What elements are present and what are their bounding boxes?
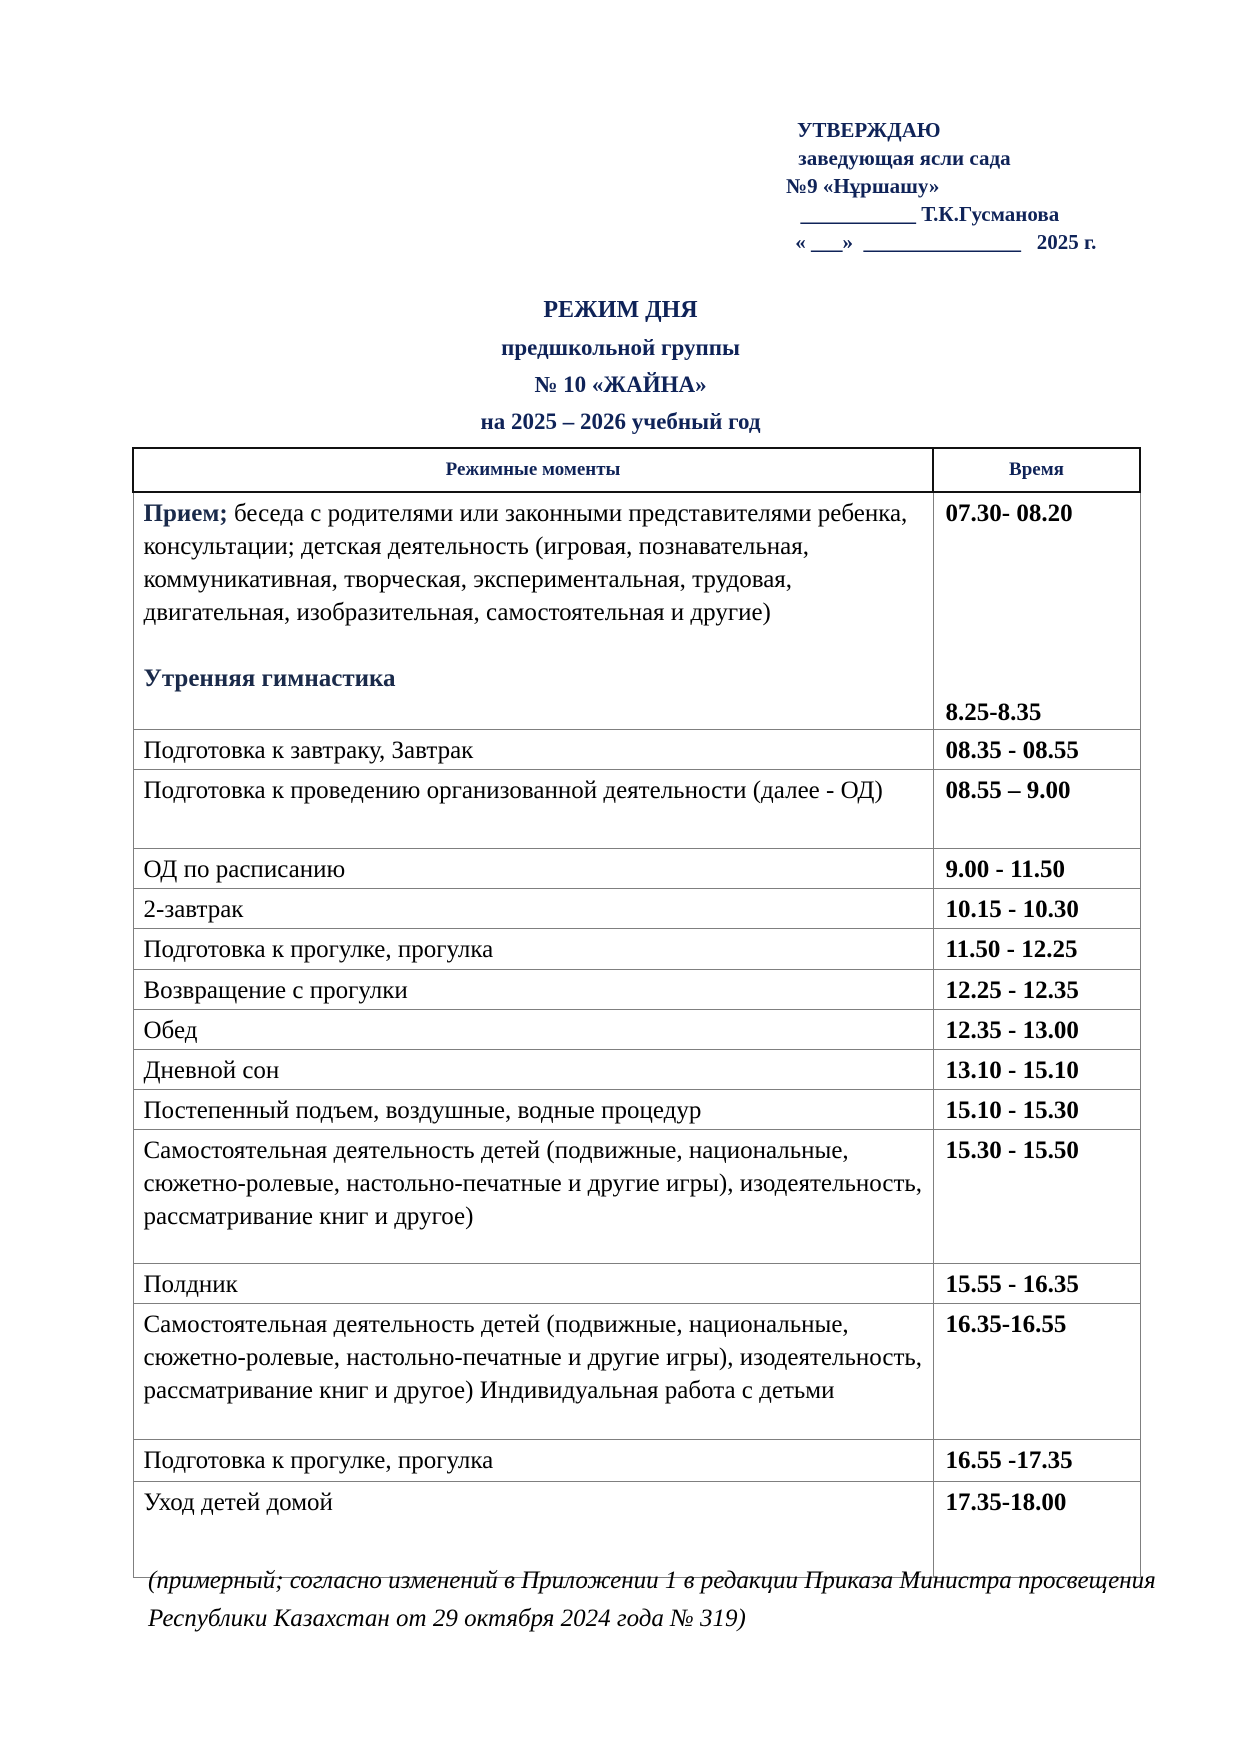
moment-cell: Подготовка к проведению организованной деятельности (далее - ОД) [133, 769, 933, 848]
approval-date-line: « ___» _______________ 2025 г. [790, 230, 1097, 254]
time-cell: 08.55 – 9.00 [933, 769, 1140, 848]
approval-signature-line: ___________ Т.К.Гусманова [790, 202, 1060, 226]
table-row [133, 1049, 1140, 1089]
table-row [133, 969, 1140, 1009]
moment-cell [133, 492, 933, 729]
time-cell: 11.50 - 12.25 [933, 928, 1140, 969]
time-cell: 15.10 - 15.30 [933, 1089, 1140, 1129]
table-row [133, 729, 1140, 769]
moment-cell: Возвращение с прогулки [133, 969, 933, 1009]
moment-cell: Обед [133, 1009, 933, 1049]
time-value: 07.30- 08.20 [945, 500, 1073, 527]
table-row [133, 1263, 1140, 1303]
moment-cell: Подготовка к завтраку, Завтрак [133, 729, 933, 769]
time-cell: 08.35 - 08.55 [933, 729, 1140, 769]
table-row [133, 769, 1140, 848]
table-row [133, 928, 1140, 969]
time-cell: 16.35-16.55 [933, 1303, 1140, 1439]
time-cell: 9.00 - 11.50 [933, 848, 1140, 888]
table-row [133, 1303, 1140, 1439]
moment-cell: 2-завтрак [133, 888, 933, 928]
table-row [133, 1129, 1140, 1263]
group-name-subtitle: № 10 «ЖАЙНА» [534, 372, 707, 397]
time-cell: 16.55 -17.35 [933, 1439, 1140, 1481]
moment-cell: Самостоятельная деятельность детей (подвижные, национальные, сюжетно-ролевые, настольно-печатные и другие игры), изодеятельность, рассматривание книг и другое) Индивидуальная работа с детьми [133, 1303, 933, 1439]
time-cell: 17.35-18.00 [933, 1481, 1140, 1577]
table-row [133, 1089, 1140, 1129]
table-row [133, 848, 1140, 888]
time-cell: 10.15 - 10.30 [933, 888, 1140, 928]
header-moments: Режимные моменты [133, 448, 933, 492]
approval-institution: №9 «Нұршашу» [786, 174, 940, 198]
approval-heading: УТВЕРЖДАЮ [797, 118, 941, 142]
header-time: Время [933, 448, 1140, 492]
document-title-block [0, 292, 1241, 440]
table-row [133, 1009, 1140, 1049]
table-row [133, 492, 1140, 729]
table-header-row [133, 448, 1140, 492]
group-type-subtitle: предшкольной группы [501, 335, 740, 360]
time-cell [933, 492, 1140, 729]
moment-cell: Подготовка к прогулке, прогулка [133, 928, 933, 969]
page-title: РЕЖИМ ДНЯ [543, 297, 698, 323]
moment-cell: ОД по расписанию [133, 848, 933, 888]
moment-cell: Дневной сон [133, 1049, 933, 1089]
table-row [133, 1439, 1140, 1481]
footnote-regulation-reference: (примерный; согласно изменений в Приложении 1 в редакции Приказа Министра просвещения Республики Казахстан от 29 октября 2024 года № 319) [148, 1567, 1156, 1632]
time-cell: 12.35 - 13.00 [933, 1009, 1140, 1049]
moment-cell: Самостоятельная деятельность детей (подвижные, национальные, сюжетно-ролевые, настольно-печатные и другие игры), изодеятельность, рассматривание книг и другое) [133, 1129, 933, 1263]
time-cell: 15.30 - 15.50 [933, 1129, 1140, 1263]
academic-year-subtitle: на 2025 – 2026 учебный год [480, 409, 761, 434]
reception-description: беседа с родителями или законными представителями ребенка, консультации; детская деятельность (игровая, познавательная, коммуникативная, творческая, экспериментальная, трудовая, двигательная, изобразительная, самостоятельная и другие) [143, 500, 908, 626]
time-cell: 12.25 - 12.35 [933, 969, 1140, 1009]
time-cell: 13.10 - 15.10 [933, 1049, 1140, 1089]
moment-cell: Уход детей домой [133, 1481, 933, 1577]
table-row [133, 888, 1140, 928]
morning-exercise-time: 8.25-8.35 [945, 698, 1042, 726]
approval-stamp-block [786, 116, 1206, 256]
reception-label: Прием; [143, 500, 228, 527]
morning-exercise-label: Утренняя гимнастика [143, 665, 396, 692]
moment-cell: Постепенный подъем, воздушные, водные процедур [133, 1089, 933, 1129]
approval-position: заведующая ясли сада [793, 146, 1011, 170]
moment-cell: Подготовка к прогулке, прогулка [133, 1439, 933, 1481]
time-cell: 15.55 - 16.35 [933, 1263, 1140, 1303]
moment-cell: Полдник [133, 1263, 933, 1303]
daily-schedule-table [132, 447, 1141, 1578]
